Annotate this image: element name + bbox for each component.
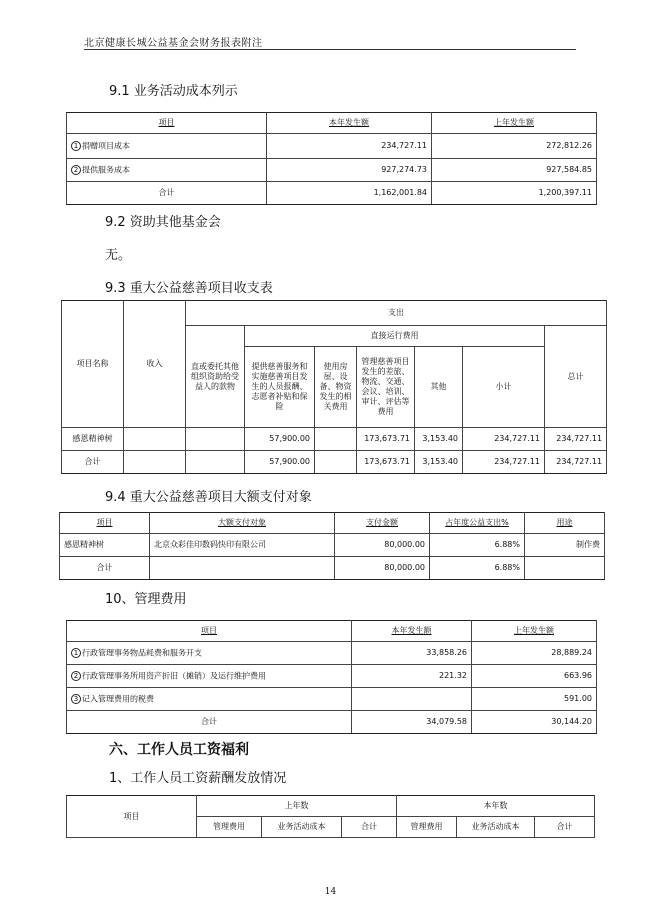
row-label: 1 捐赠项目成本 [67, 134, 267, 159]
col-header-cur-year: 本年数 [397, 796, 595, 817]
col-header-income: 收入 [124, 301, 186, 428]
col-header: 上年发生额 [472, 621, 597, 642]
section-9-4-title: 9.4 重大公益慈善项目大额支付对象 [105, 490, 312, 505]
table-row [60, 534, 605, 557]
col-header: 项目 [60, 513, 150, 534]
table-row [67, 159, 597, 182]
table-header-row [67, 113, 597, 134]
previous-amount: 272,812.26 [432, 134, 597, 159]
entrust-amount [186, 451, 245, 474]
col-header-assets: 使用房屋、设备、物资发生的相关费用 [315, 347, 357, 428]
subtotal-amount: 234,727.11 [463, 428, 545, 451]
payee: 北京众彩佳印数码快印有限公司 [150, 534, 335, 557]
table-9-4 [59, 512, 605, 580]
previous-amount: 663.96 [472, 665, 597, 688]
col-header-expense: 支出 [186, 301, 607, 326]
circled-number: 2 [71, 165, 81, 175]
col-header: 本年发生额 [352, 621, 472, 642]
section-9-2-title: 9.2 资助其他基金会 [105, 215, 221, 230]
table-row [67, 665, 597, 688]
table-row [67, 642, 597, 665]
col-header: 本年发生额 [267, 113, 432, 134]
circled-number: 3 [71, 694, 81, 704]
payment-amount: 80,000.00 [335, 557, 430, 580]
previous-amount: 591.00 [472, 688, 597, 711]
staff-amount: 57,900.00 [245, 451, 315, 474]
current-amount: 34,079.58 [352, 711, 472, 734]
col-header-total: 合计 [535, 817, 595, 838]
col-header-direct: 直接运行费用 [245, 326, 545, 347]
total-row [67, 182, 597, 205]
other-amount: 3,153.40 [415, 428, 463, 451]
col-header: 项目 [67, 113, 267, 134]
previous-amount: 1,200,397.11 [432, 182, 597, 205]
col-header-project: 项目名称 [62, 301, 124, 428]
header-divider [84, 49, 576, 50]
section-6-1-title: 1、工作人员工资薪酬发放情况 [109, 771, 287, 786]
total-amount: 234,727.11 [545, 451, 607, 474]
current-amount [352, 688, 472, 711]
table-header-row [67, 621, 597, 642]
mgmt-amount: 173,673.71 [357, 428, 415, 451]
col-header-business-cost: 业务活动成本 [457, 817, 535, 838]
col-header-total: 合计 [342, 817, 397, 838]
project-name: 感恩精神树 [62, 428, 124, 451]
col-header: 占年度公益支出% [430, 513, 525, 534]
col-header-item: 项目 [67, 796, 197, 838]
circled-number: 1 [71, 141, 81, 151]
table-row [62, 428, 607, 451]
table-6-1 [66, 795, 595, 838]
payment-amount: 80,000.00 [335, 534, 430, 557]
section-6-title: 六、工作人员工资福利 [109, 742, 249, 758]
section-9-3-title: 9.3 重大公益慈善项目收支表 [105, 281, 273, 296]
total-row [62, 451, 607, 474]
col-header-prev-year: 上年数 [197, 796, 397, 817]
table-9-1 [66, 112, 597, 205]
income [124, 451, 186, 474]
row-label: 2 提供服务成本 [67, 159, 267, 182]
col-header-entrust: 直或委托其他组织资助给受益人的款物 [186, 326, 245, 428]
col-header: 用途 [525, 513, 605, 534]
row-label: 2 行政管理事务所用资产折旧（摊销）及运行维护费用 [67, 665, 352, 688]
total-label: 合计 [67, 182, 267, 205]
payment-use [525, 557, 605, 580]
entrust-amount [186, 428, 245, 451]
col-header-mgmt-fee: 管理费用 [397, 817, 457, 838]
mgmt-amount: 173,673.71 [357, 451, 415, 474]
col-header-staff: 提供慈善服务和实施慈善项目发生的人员报酬、志愿者补贴和保险 [245, 347, 315, 428]
subtotal-amount: 234,727.11 [463, 451, 545, 474]
other-amount: 3,153.40 [415, 451, 463, 474]
col-header-subtotal: 小计 [463, 347, 545, 428]
col-header-other: 其他 [415, 347, 463, 428]
current-amount: 221.32 [352, 665, 472, 688]
current-amount: 1,162,001.84 [267, 182, 432, 205]
payee [150, 557, 335, 580]
table-9-3 [61, 300, 607, 474]
page-number: 14 [324, 887, 337, 897]
page-header: 北京健康长城公益基金会财务报表附注 [84, 38, 263, 49]
total-label: 合计 [67, 711, 352, 734]
col-header: 大额支付对象 [150, 513, 335, 534]
payment-use: 制作费 [525, 534, 605, 557]
assets-amount [315, 451, 357, 474]
total-row [67, 711, 597, 734]
circled-number: 1 [71, 648, 81, 658]
section-9-2-body: 无。 [105, 248, 132, 263]
current-amount: 33,858.26 [352, 642, 472, 665]
table-row [67, 688, 597, 711]
col-header: 上年发生额 [432, 113, 597, 134]
row-label: 3 记入管理费用的税费 [67, 688, 352, 711]
current-amount: 234,727.11 [267, 134, 432, 159]
payment-percent: 6.88% [430, 557, 525, 580]
table-header-row [67, 796, 595, 817]
col-header-total: 总计 [545, 326, 607, 428]
circled-number: 2 [71, 671, 81, 681]
col-header-mgmt: 管理慈善项目发生的差旅、物流、交通、会议、培训、审计、评估等费用 [357, 347, 415, 428]
previous-amount: 30,144.20 [472, 711, 597, 734]
col-header: 项目 [67, 621, 352, 642]
previous-amount: 28,889.24 [472, 642, 597, 665]
current-amount: 927,274.73 [267, 159, 432, 182]
total-label: 合计 [60, 557, 150, 580]
project-name: 感恩精神树 [60, 534, 150, 557]
assets-amount [315, 428, 357, 451]
total-label: 合计 [62, 451, 124, 474]
staff-amount: 57,900.00 [245, 428, 315, 451]
income [124, 428, 186, 451]
section-9-1-title: 9.1 业务活动成本列示 [109, 84, 238, 99]
table-10 [66, 620, 597, 734]
row-label: 1 行政管理事务物品耗费和服务开支 [67, 642, 352, 665]
col-header: 支付金额 [335, 513, 430, 534]
section-10-title: 10、管理费用 [105, 592, 187, 607]
table-header-row [60, 513, 605, 534]
total-row [60, 557, 605, 580]
col-header-business-cost: 业务活动成本 [262, 817, 342, 838]
col-header-mgmt-fee: 管理费用 [197, 817, 262, 838]
previous-amount: 927,584.85 [432, 159, 597, 182]
table-header-row [62, 301, 607, 326]
table-row [67, 134, 597, 159]
payment-percent: 6.88% [430, 534, 525, 557]
total-amount: 234,727.11 [545, 428, 607, 451]
